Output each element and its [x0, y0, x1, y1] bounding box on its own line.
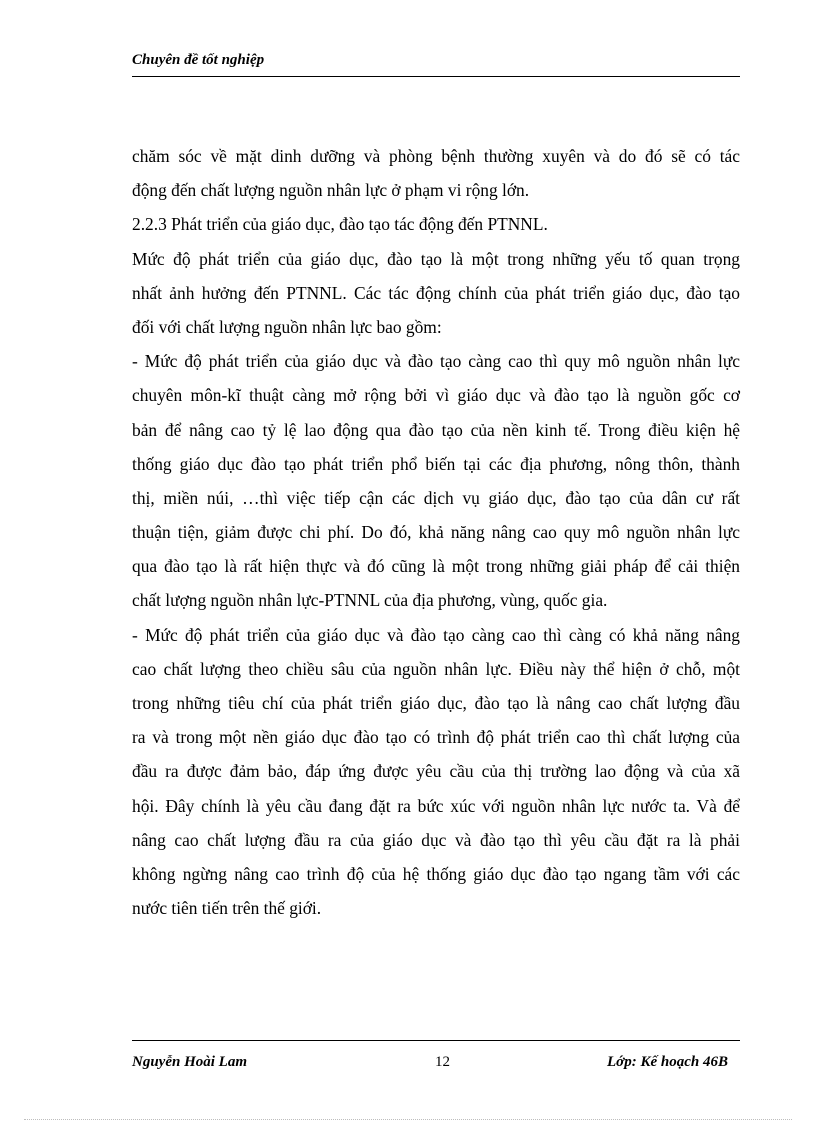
- body-line-6: đối với chất lượng nguồn nhân lực bao gồm:: [132, 316, 442, 337]
- body-line-10: thống giáo dục đào tạo phát triển phổ biến tại các địa phương, nông thôn, thành: [132, 453, 740, 474]
- body-line-19: đầu ra được đảm bảo, đáp ứng được yêu cầu của thị trường lao động và của xã: [132, 761, 740, 782]
- section-heading: 2.2.3 Phát triển của giáo dục, đào tạo tác động đến PTNNL.: [132, 214, 548, 235]
- footer-rule: [132, 1040, 740, 1041]
- body-line-2: động đến chất lượng nguồn nhân lực ở phạm vi rộng lớn.: [132, 180, 530, 201]
- body-line-1: chăm sóc về mặt dinh dưỡng và phòng bệnh thường xuyên và do đó sẽ có tác: [132, 146, 740, 166]
- header-title: Chuyên đề tốt nghiệp: [132, 52, 265, 68]
- body-line-4: Mức độ phát triển của giáo dục, đào tạo là một trong những yếu tố quan trọng: [132, 248, 740, 269]
- body-line-23: nước tiên tiến trên thế giới.: [132, 898, 322, 919]
- body-line-13: qua đào tạo là rất hiện thực và đó cũng là một trong những giải pháp để cải thiện: [132, 556, 740, 577]
- body-line-18: ra và trong một nền giáo dục đào tạo có trình độ phát triển cao thì chất lượng của: [132, 727, 740, 748]
- body-line-7: - Mức độ phát triển của giáo dục và đào tạo càng cao thì quy mô nguồn nhân lực: [132, 351, 740, 372]
- body-line-20: hội. Đây chính là yêu cầu đang đặt ra bức xúc với nguồn nhân lực nước ta. Và để: [132, 795, 740, 816]
- page-edge-divider: [24, 1119, 792, 1120]
- body-line-8: chuyên môn-kĩ thuật càng mở rộng bởi vì giáo dục và đào tạo là nguồn gốc cơ: [132, 385, 740, 406]
- footer-author: Nguyễn Hoài Lam: [132, 1054, 247, 1070]
- body-line-22: không ngừng nâng cao trình độ của hệ thống giáo dục đào tạo ngang tầm với các: [132, 863, 740, 884]
- body-line-5: nhất ảnh hưởng đến PTNNL. Các tác động chính của phát triển giáo dục, đào tạo: [132, 282, 740, 303]
- footer-class-label: Lớp: Kế hoạch 46B: [607, 1054, 728, 1070]
- body-line-16: cao chất lượng theo chiều sâu của nguồn nhân lực. Điều này thể hiện ở chỗ, một: [132, 658, 740, 679]
- body-line-17: trong những tiêu chí của phát triển giáo dục, đào tạo là nâng cao chất lượng đầu: [132, 693, 740, 713]
- body-line-11: thị, miền núi, …thì việc tiếp cận các dịch vụ giáo dục, đào tạo của dân cư rất: [132, 487, 740, 508]
- body-line-9: bản để nâng cao tỷ lệ lao động qua đào tạo của nền kinh tế. Trong điều kiện hệ: [132, 419, 740, 440]
- document-body: [132, 139, 740, 925]
- header-rule: [132, 76, 740, 77]
- body-line-14: chất lượng nguồn nhân lực-PTNNL của địa phương, vùng, quốc gia.: [132, 590, 608, 611]
- body-line-21: nâng cao chất lượng đầu ra của giáo dục và đào tạo thì yêu cầu đặt ra là phải: [132, 829, 740, 850]
- body-line-15: - Mức độ phát triển của giáo dục và đào tạo càng cao thì càng có khả năng nâng: [132, 624, 740, 645]
- body-line-12: thuận tiện, giảm được chi phí. Do đó, khả năng nâng cao quy mô nguồn nhân lực: [132, 522, 740, 543]
- page-number: 12: [435, 1054, 450, 1070]
